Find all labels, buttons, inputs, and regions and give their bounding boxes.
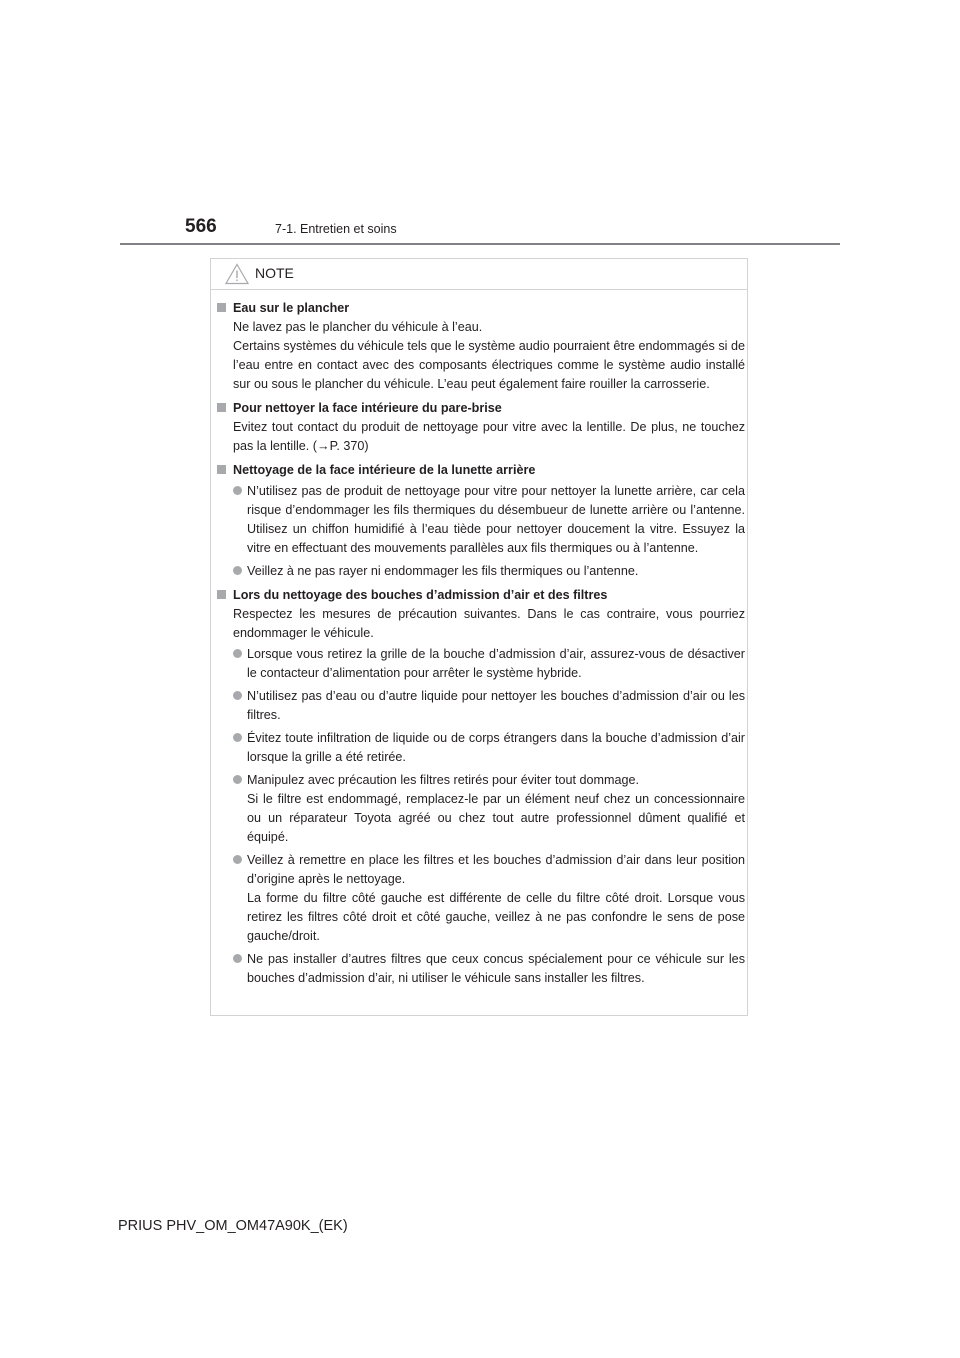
bullet-text: Manipulez avec précaution les filtres retirés pour éviter tout dommage. Si le filtre est endommagé, remplacez-le par un élément neuf chez un concessionnaire ou un réparateur Toyota agréé ou chez tout autre professionnel dûment qualifié et équipé. xyxy=(247,773,745,844)
section-heading-text: Nettoyage de la face intérieure de la lunette arrière xyxy=(233,463,536,477)
section-paragraph: Respectez les mesures de précaution suivantes. Dans le cas contraire, vous pourriez endommager le véhicule. xyxy=(233,607,745,640)
section-paragraph: Evitez tout contact du produit de nettoyage pour vitre avec la lentille. De plus, ne touchez pas la lentille. (→P. 370) xyxy=(233,420,745,453)
bullet-item xyxy=(215,562,745,581)
section-heading xyxy=(215,399,745,418)
section-heading-text: Eau sur le plancher xyxy=(233,301,350,315)
bullet-text: Veillez à ne pas rayer ni endommager les fils thermiques ou l’antenne. xyxy=(247,564,639,578)
bullet-item xyxy=(215,729,745,767)
bullet-text: Veillez à remettre en place les filtres et les bouches d’admission d’air dans leur position d’origine après le nettoyage. La forme du filtre côté gauche est différente de celle du filtre côté droit. Lorsque vous retirez les filtres côté droit et côté gauche, veillez à ne pas confondre le sens de pose gauche/droit. xyxy=(247,853,745,943)
bullet-item xyxy=(215,950,745,988)
note-label: NOTE xyxy=(255,265,294,281)
round-bullet-icon xyxy=(233,954,242,963)
document-code: PRIUS PHV_OM_OM47A90K_(EK) xyxy=(118,1218,348,1234)
round-bullet-icon xyxy=(233,775,242,784)
note-section xyxy=(215,399,745,456)
note-box xyxy=(210,258,748,1016)
header-rule xyxy=(120,243,840,245)
round-bullet-icon xyxy=(233,691,242,700)
round-bullet-icon xyxy=(233,855,242,864)
note-section xyxy=(215,299,745,394)
bullet-item xyxy=(215,771,745,847)
page-number: 566 xyxy=(185,216,217,237)
bullet-item xyxy=(215,645,745,683)
note-section xyxy=(215,461,745,581)
warning-triangle-icon xyxy=(225,263,249,285)
section-paragraph: Ne lavez pas le plancher du véhicule à l’eau. xyxy=(233,320,483,334)
round-bullet-icon xyxy=(233,566,242,575)
section-heading xyxy=(215,586,745,605)
bullet-text: N’utilisez pas d’eau ou d’autre liquide pour nettoyer les bouches d’admission d’air ou les filtres. xyxy=(247,689,745,722)
square-bullet-icon xyxy=(217,590,226,599)
section-heading xyxy=(215,461,745,480)
note-header xyxy=(211,259,747,290)
bullet-text: Évitez toute infiltration de liquide ou de corps étrangers dans la bouche d’admission d’air lorsque la grille a été retirée. xyxy=(247,731,745,764)
bullet-text: N’utilisez pas de produit de nettoyage pour vitre pour nettoyer la lunette arrière, car cela risque d’endommager les fils thermiques du désembueur de lunette arrière ou l’antenne. Utilisez un chiffon humidifié à l’eau tiède pour nettoyer doucement la vitre. Essuyez la vitre en effectuant des mouvements parallèles aux fils thermiques ou à l’antenne. xyxy=(247,484,745,555)
section-heading-text: Pour nettoyer la face intérieure du pare-brise xyxy=(233,401,502,415)
round-bullet-icon xyxy=(233,486,242,495)
bullet-item xyxy=(215,851,745,946)
square-bullet-icon xyxy=(217,403,226,412)
note-body xyxy=(215,299,745,993)
section-title: 7-1. Entretien et soins xyxy=(275,222,397,236)
bullet-item xyxy=(215,687,745,725)
square-bullet-icon xyxy=(217,465,226,474)
round-bullet-icon xyxy=(233,649,242,658)
note-section xyxy=(215,586,745,988)
section-heading xyxy=(215,299,745,318)
bullet-text: Lorsque vous retirez la grille de la bouche d’admission d’air, assurez-vous de désactiver le contacteur d’alimentation pour arrêter le système hybride. xyxy=(247,647,745,680)
section-paragraph: Certains systèmes du véhicule tels que le système audio pourraient être endommagés si de l’eau entre en contact avec des composants électriques comme le système audio installé sur ou sous le plancher du véhicule. L’eau peut également faire rouiller la carrosserie. xyxy=(233,339,745,391)
bullet-item xyxy=(215,482,745,558)
square-bullet-icon xyxy=(217,303,226,312)
bullet-text: Ne pas installer d’autres filtres que ceux concus spécialement pour ce véhicule sur les bouches d’admission d’air, ni utiliser le véhicule sans installer les filtres. xyxy=(247,952,745,985)
round-bullet-icon xyxy=(233,733,242,742)
section-heading-text: Lors du nettoyage des bouches d’admission d’air et des filtres xyxy=(233,588,608,602)
